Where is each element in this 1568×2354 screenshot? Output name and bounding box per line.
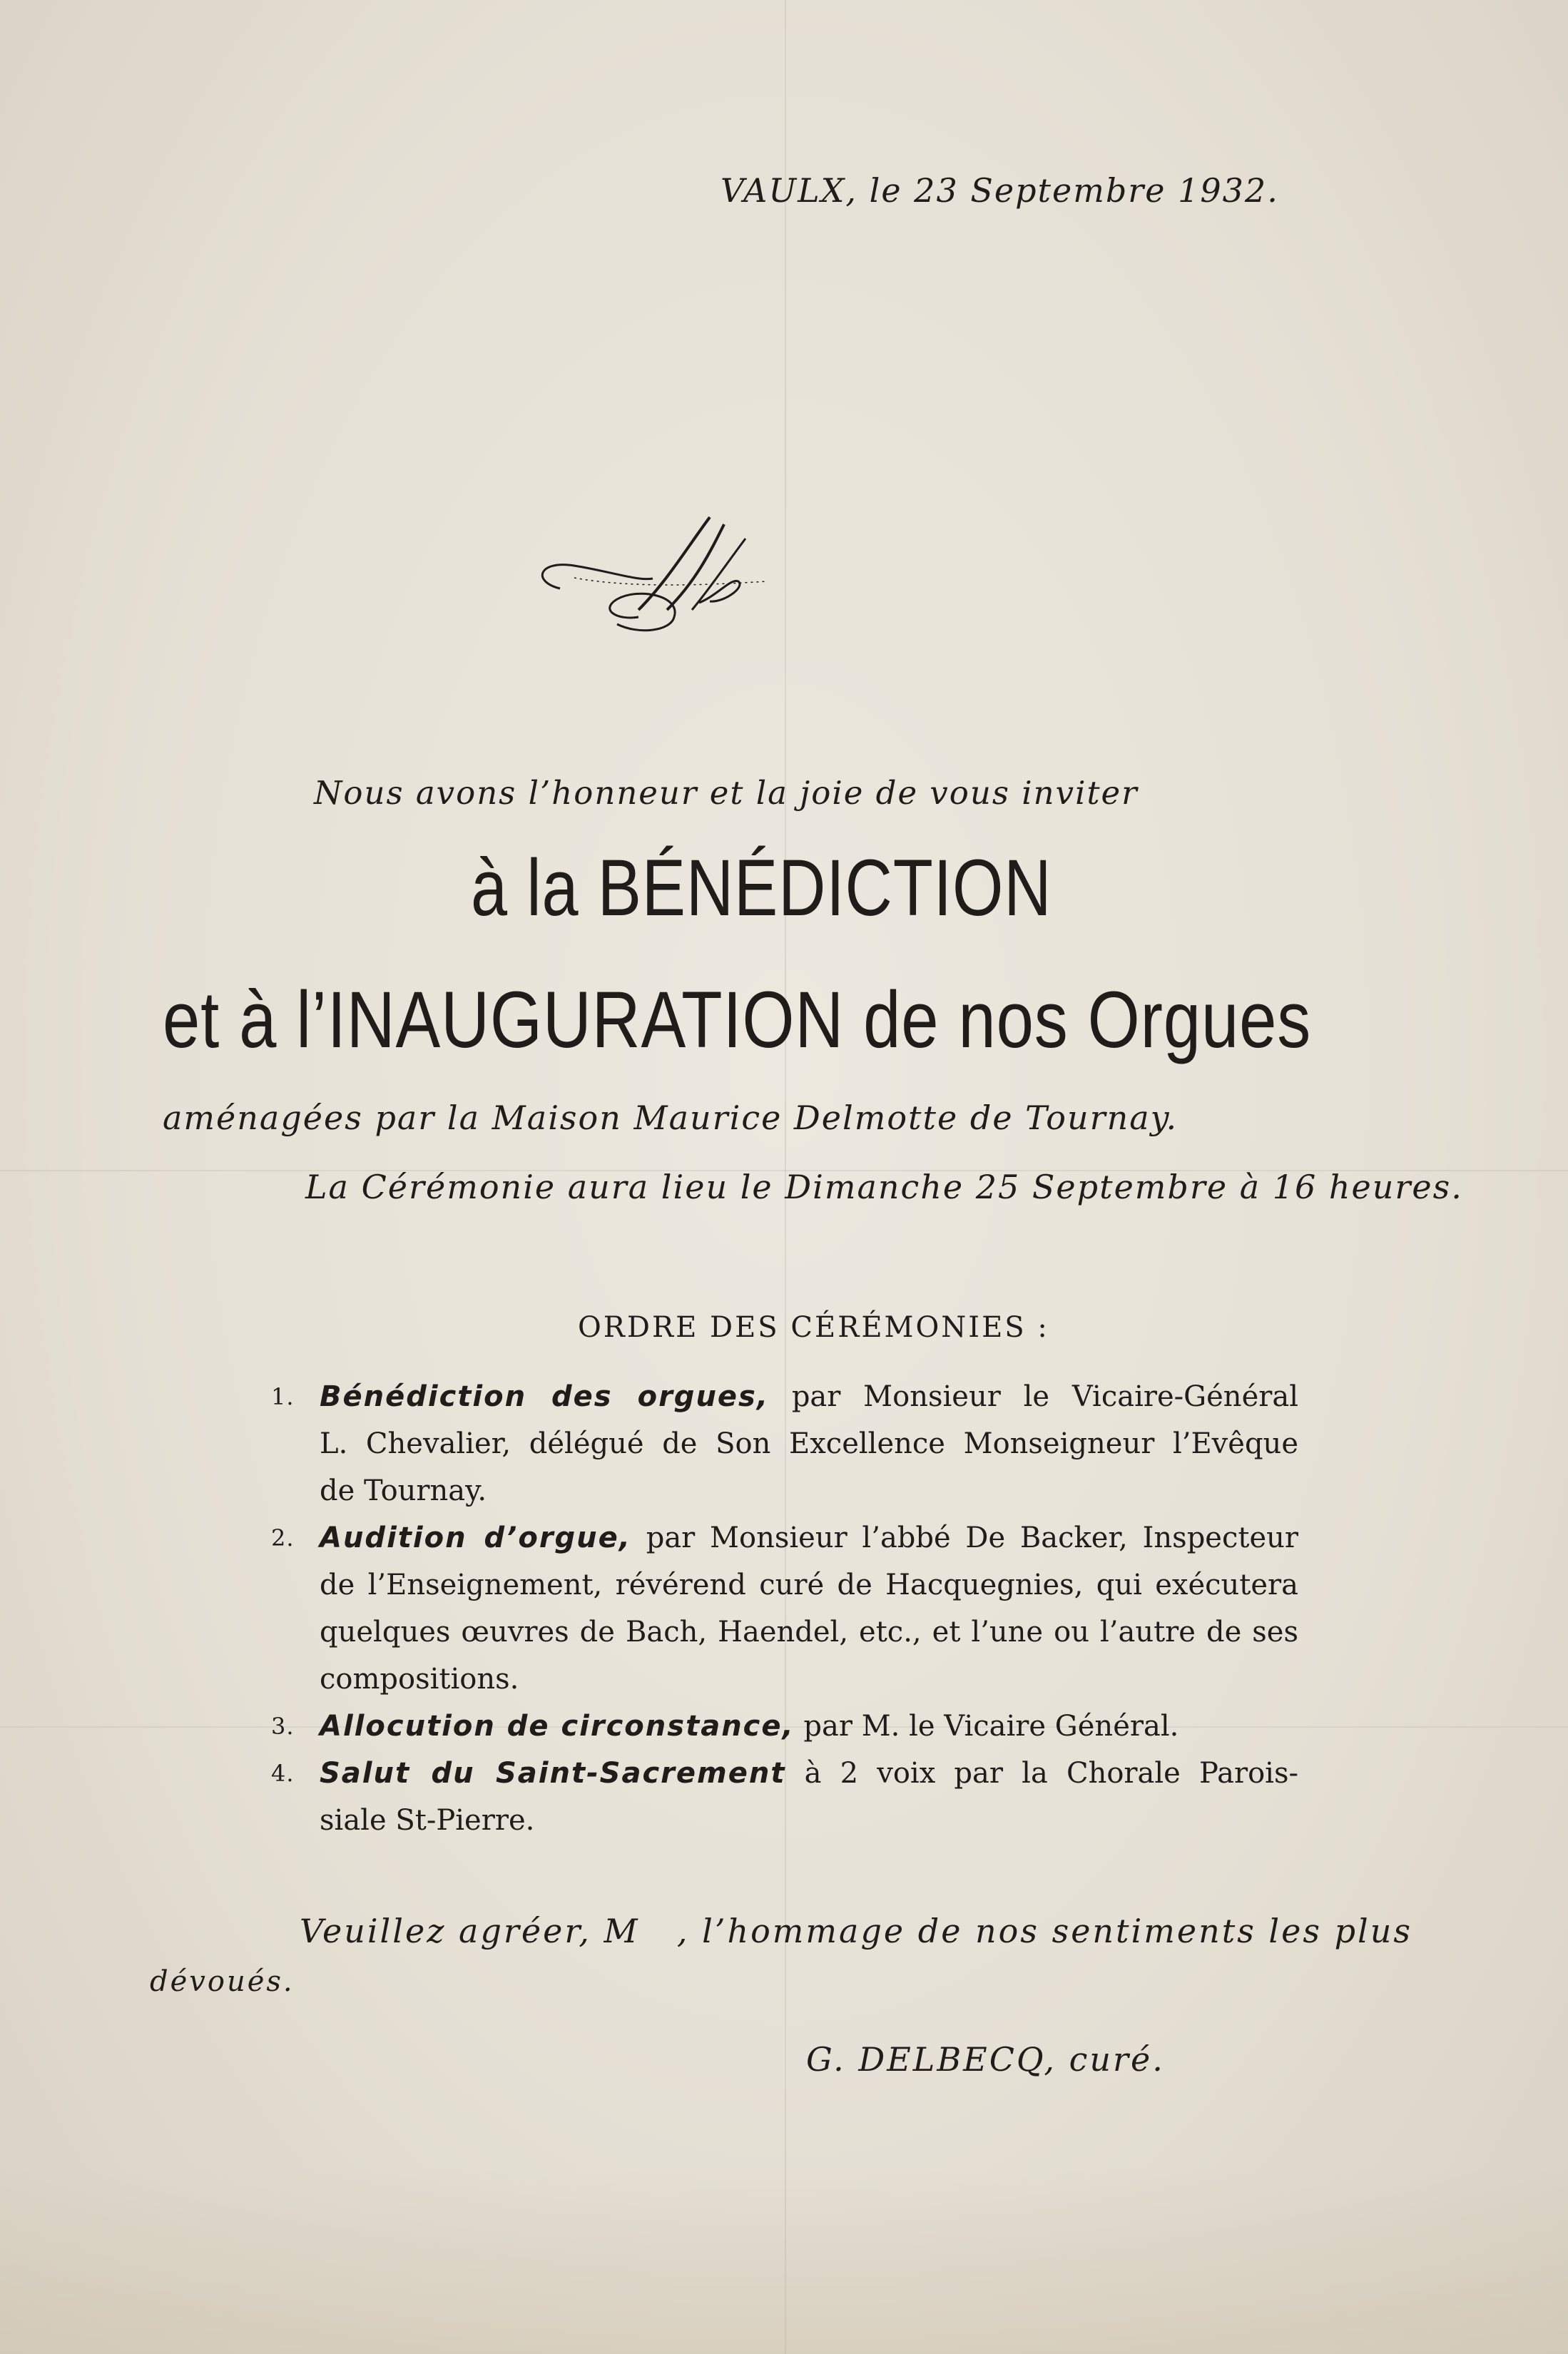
closing-regards-end: dévoués. [150,1965,295,1998]
list-item [271,1373,1298,1514]
dateline: VAULX, le 23 Septembre 1932. [721,171,1279,210]
item-text: par M. le Vicaire Général. [803,1710,1179,1743]
item-number: 3. [271,1713,295,1740]
item-text: par Monsieur l’abbé De Backer, Inspecteur [646,1522,1298,1554]
ceremony-date-line: La Cérémonie aura lieu le Dimanche 25 Septembre à 16 heures. [305,1168,1463,1206]
closing-regards [300,1912,1412,1950]
organ-builder-line: aménagées par la Maison Maurice Delmotte de Tournay. [163,1099,1178,1137]
item-text: siale St-Pierre. [320,1804,535,1837]
item-number: 2. [271,1524,295,1552]
item-text: L. Chevalier, délégué de Son Excellence Monseigneur l’Evêque [320,1427,1298,1460]
list-item [271,1703,1298,1750]
item-text: par Monsieur le Vicaire-Général [791,1380,1298,1413]
regards-part2: , l’hommage de nos sentiments les plus [676,1912,1412,1950]
item-text: de l’Enseignement, révérend curé de Hacquegnies, qui exécutera [320,1569,1298,1601]
invitation-intro: Nous avons l’honneur et la joie de vous inviter [314,774,1139,812]
monogram-letter [285,499,286,500]
ceremony-list [271,1373,1298,1844]
signature: G. DELBECQ, curé. [806,2040,1165,2079]
order-of-ceremonies-heading: ORDRE DES CÉRÉMONIES : [578,1311,1049,1344]
item-text: de Tournay. [320,1474,487,1507]
item-number: 4. [271,1760,295,1787]
item-title: Bénédiction des orgues, [320,1380,770,1413]
calligraphic-m-monogram [531,510,795,660]
paper-stain [0,2169,1568,2354]
title-benediction: à la BÉNÉDICTION [471,843,1052,932]
item-title: Allocution de circonstance, [320,1710,795,1743]
list-item [271,1514,1298,1703]
item-title: Audition d’orgue, [320,1522,631,1554]
item-title: Salut du Saint-Sacrement [320,1757,786,1790]
regards-part1: Veuillez agréer, M [300,1912,640,1950]
item-text: à 2 voix par la Chorale Parois- [804,1757,1299,1790]
list-item [271,1750,1298,1844]
item-text: quelques œuvres de Bach, Haendel, etc., et l’une ou l’autre de ses [320,1616,1298,1649]
item-number: 1. [271,1383,295,1410]
title-inauguration: et à l’INAUGURATION de nos Orgues [163,975,1312,1064]
item-text: compositions. [320,1663,519,1696]
